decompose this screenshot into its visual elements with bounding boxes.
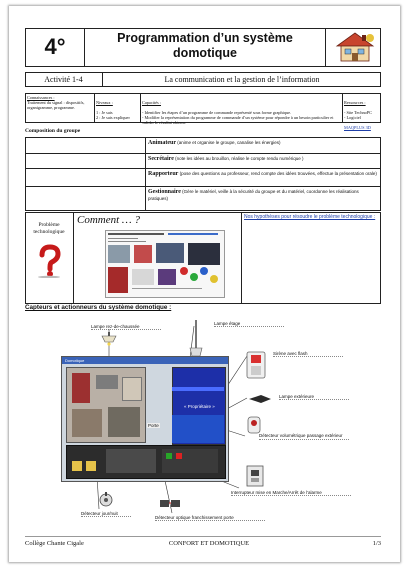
footer-line (25, 536, 381, 537)
role-animateur-desc: (anime et organise le groupe, canalise les énergies) (176, 140, 281, 145)
window-title: Domotique (65, 358, 85, 363)
role-gestionnaire-name: Gestionnaire (148, 189, 181, 195)
niveaux-cell (96, 95, 139, 125)
group-row-divider-2 (25, 168, 381, 169)
role-gestionnaire (148, 189, 379, 201)
optical-detector-icon (159, 496, 181, 510)
lamp-upstairs-icon (189, 320, 203, 360)
sensors-heading: Capteurs et actionneurs du système domotique : (25, 304, 172, 311)
window-titlebar (62, 357, 228, 364)
site-screenshot (105, 230, 225, 298)
house-icon (332, 30, 378, 64)
niveaux-label: Niveaux : (96, 100, 113, 105)
role-secretaire-name: Secrétaire (148, 156, 174, 162)
hypotheses-label: Nos hypothèses pour résoudre le problème technologique : (244, 214, 376, 220)
label-detecteur-jour: Détecteur jour/nuit (81, 511, 131, 517)
day-night-detector-icon (97, 492, 115, 508)
door-label: Porte (148, 423, 159, 428)
footer-title: CONFORT ET DOMOTIQUE (168, 540, 250, 547)
connaissances-label: Connaissances : (27, 95, 55, 100)
role-rapporteur (148, 171, 379, 178)
role-secretaire (148, 156, 379, 163)
title-cell-border (325, 28, 326, 67)
role-animateur-name: Animateur (148, 140, 176, 146)
label-interrupteur: Interrupteur mise en Marche/Arrêt de l’alarme (231, 490, 351, 496)
title-line-1: Programmation d’un système (117, 31, 293, 45)
label-lampe-rdc: Lampe rez-de-chaussée (91, 324, 161, 330)
ressources-text: - Site TechnoPC - Logiciel (344, 110, 373, 120)
alarm-switch-icon (245, 464, 265, 488)
group-row-divider-1 (25, 153, 381, 154)
label-lampe-ext: Lampe extérieure (279, 394, 349, 400)
capacites-text: - Identifier les étapes d’un programme de commande représenté sous forme graphique. - Modifier la représentation du programme de commande d’un système pour répondre à un besoin particulier et valider le résultat obtenu. (142, 110, 334, 125)
role-rapporteur-name: Rapporteur (148, 171, 179, 177)
comment-question: Comment … ? (77, 214, 140, 226)
owner-label: « Propriétaire » (184, 404, 215, 409)
connaissances-cell (27, 95, 93, 110)
outdoor-lamp-icon (249, 392, 271, 404)
footer-school: Collège Chante Cigale (25, 540, 84, 547)
level-label: 4° (44, 34, 66, 59)
problem-divider-1 (73, 212, 74, 304)
ressources-label: Ressources : (344, 100, 366, 105)
label-lampe-etage: Lampe étage (214, 321, 284, 327)
niveaux-text: 1 : Je sais 2 : Je sais expliquer (96, 110, 130, 120)
activity-number: Activité 1-4 (44, 75, 83, 84)
group-heading: Composition du groupe (25, 128, 81, 134)
control-button-1[interactable] (72, 461, 82, 471)
capacites-cell (142, 95, 341, 130)
problem-divider-2 (241, 212, 242, 304)
competencies-divider-2 (140, 93, 141, 123)
competencies-divider-3 (342, 93, 343, 123)
role-rapporteur-desc: (pose des questions au professeur, rend compte des idées trouvées, effectue la présentation orale) (178, 171, 377, 176)
label-detecteur-optique: Détecteur optique franchissement porte (155, 515, 265, 521)
ressources-link[interactable]: MAQPLUS 3D (344, 125, 371, 130)
ressources-cell (344, 95, 380, 135)
question-mark-icon (35, 244, 63, 278)
group-col-divider (145, 137, 146, 211)
label-sirene: Sirène avec flash (273, 351, 343, 357)
group-row-divider-3 (25, 186, 381, 187)
footer-page: 1/3 (372, 540, 381, 547)
role-secretaire-desc: (note les idées au brouillon, réalise le compte rendu numérique ) (173, 156, 304, 161)
connaissances-text: Traitement du signal : dispositifs, organigramme, programme. (27, 100, 85, 110)
lamp-ground-floor-icon (99, 332, 119, 346)
activity-title: La communication et la gestion de l’information (164, 75, 320, 84)
control-button-2[interactable] (86, 461, 96, 471)
capacites-label: Capacités : (142, 100, 161, 105)
title-line-2: domotique (173, 46, 237, 60)
siren-icon (245, 350, 267, 380)
volumetric-detector-icon (247, 416, 261, 434)
simulation-window (61, 356, 229, 482)
label-detecteur-vol: Détecteur volumétrique passage extérieur (259, 433, 349, 440)
document-page (9, 6, 400, 562)
role-animateur (148, 140, 379, 147)
problem-label: Problème technologique (33, 222, 65, 235)
competencies-divider-1 (94, 93, 95, 123)
role-gestionnaire-desc: (Gère le matériel, veille à la sécurité du groupe et du matériel, coordonne les réalisations pratiques) (148, 189, 359, 201)
